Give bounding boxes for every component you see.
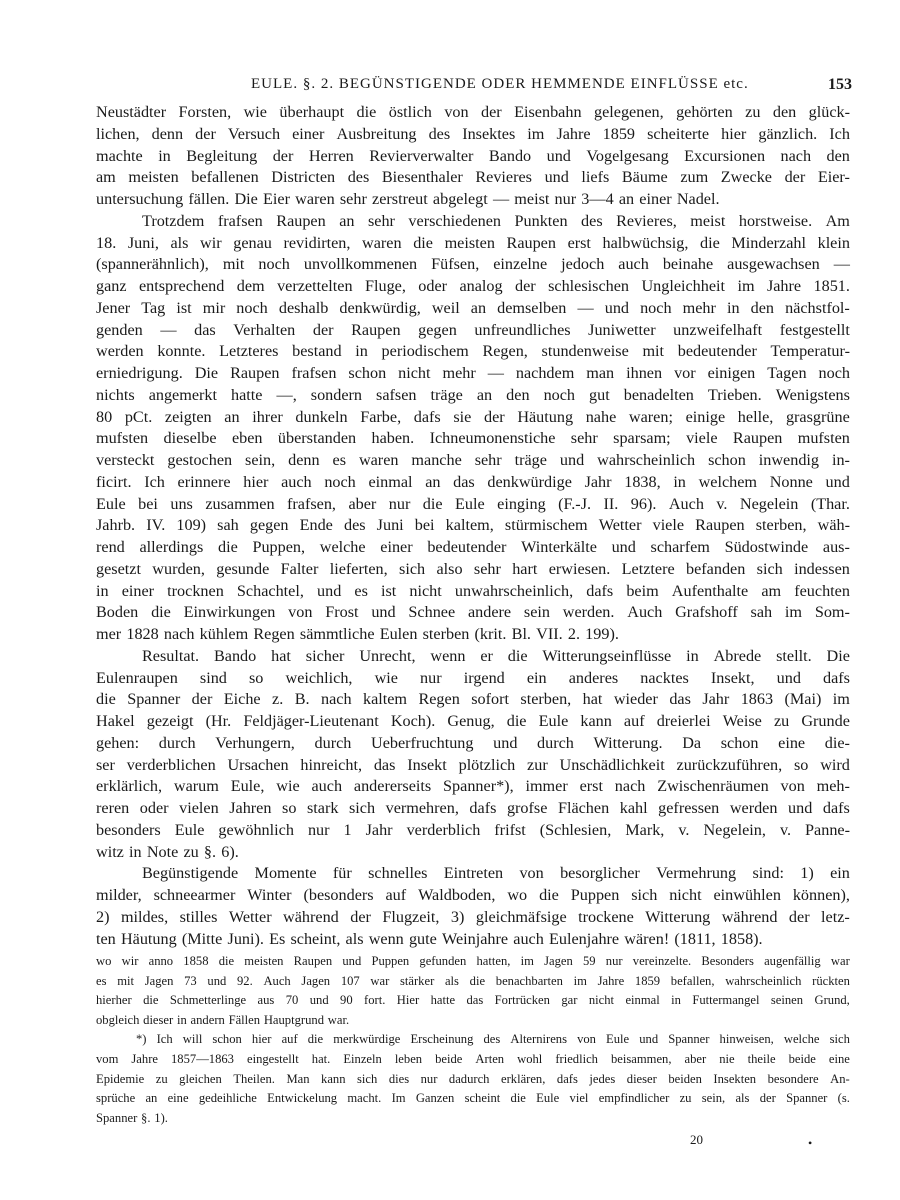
signature-mark: 20 [690,1132,703,1147]
text-line: Jahrb. IV. 109) sah gegen Ende des Juni bei kaltem, stürmischem Wetter viele Raupen sterben, wäh- [96,516,850,535]
page-number: 153 [828,76,852,93]
text-line: Boden die Einwirkungen von Frost und Schnee andere sein werden. Auch Grafshoff sah im Som- [96,603,850,622]
text-line: versteckt gestochen sein, denn es waren manche sehr träge und wahrscheinlich schon inwendig in- [96,451,850,469]
footnote-separator [96,930,850,931]
text-line: Neustädter Forsten, wie überhaupt die östlich von der Eisenbahn gelegenen, gehörten zu den glück- [96,103,850,121]
text-line: mer 1828 nach kühlem Regen sämmtliche Eulen sterben (krit. Bl. VII. 2. 199). [96,625,619,643]
text-line: rend allerdings die Puppen, welche einer bedeutender Winterkälte und scharfem Südostwinde aus- [96,538,850,556]
footnotes [96,952,850,1128]
text-line: erniedrigung. Die Raupen frafsen schon nicht mehr — nachdem man ihnen vor einigen Tagen noch [96,364,850,382]
text-line: genden — das Verhalten der Raupen gegen unfreundliches Juniwetter unzweifelhaft festgestellt [96,320,850,339]
text-line: ganz entsprechend dem verzettelten Fluge, oder analog der schlesischen Ungleichheit im Jahre 1851. [96,277,850,295]
footnote-line: hierher die Schmetterlinge aus 70 und 90 fort. Hier hatte das Fortrücken gar nicht einmal in Futtermangel seinen Grund, [96,993,850,1008]
text-line: ten Häutung (Mitte Juni). Es scheint, als wenn gute Weinjahre auch Eulenjahre wären! (1811, 1858). [96,929,763,948]
text-line: Begünstigende Momente für schnelles Eintreten von besorglicher Vermehrung sind: 1) ein [142,864,850,883]
text-line: untersuchung fällen. Die Eier waren sehr zerstreut abgelegt — meist nur 3—4 an einer Nadel. [96,190,720,208]
text-line: witz in Note zu §. 6). [96,842,239,861]
text-line: machte in Begleitung der Herren Revierverwalter Bando und Vogelgesang Excursionen nach den [96,146,850,165]
text-line: erklärlich, warum Eule, wie auch andererseits Spanner*), immer erst nach Zwischenräumen von meh- [96,777,850,796]
text-line: Resultat. Bando hat sicher Unrecht, wenn er die Witterungseinflüsse in Abrede stellt. Die [142,646,850,665]
footnote-line: es mit Jagen 73 und 92. Auch Jagen 107 war stärker als die benachbarten im Jahre 1859 befallen, wahrscheinlich rückten [96,973,850,988]
text-line: lichen, denn der Versuch einer Ausbreitung des Insektes im Jahre 1859 scheiterte hier gänzlich. Ich [96,124,850,143]
text-line: besonders Eule gewöhnlich nur 1 Jahr verderblich frifst (Schlesien, Mark, v. Negelein, v. Panne- [96,820,850,839]
text-line: Jener Tag ist mir noch deshalb denkwürdig, weil an demselben — und noch mehr in den nächstfol- [96,298,850,317]
text-line: gehen: durch Verhungern, durch Ueberfruchtung und durch Witterung. Da schon eine die- [96,733,850,752]
text-line: am meisten befallenen Districten des Biesenthaler Revieres und liefs Bäume zum Zwecke der Eier- [96,168,850,187]
text-line: nichts angemerkt hatte —, sondern safsen träge an den noch gut benadelten Trieben. Wenigstens [96,385,850,404]
text-line: Eulenraupen sind so weichlich, wie nur irgend ein anderes nacktes Insekt, und dafs [96,668,850,687]
text-line: werden konnte. Letzteres bestand in periodischem Regen, stundenweise mit bedeutender Temperatur- [96,342,850,361]
text-line: die Spanner der Eiche z. B. nach kaltem Regen sofort sterben, hat wieder das Jahr 1863 (Mai) im [96,690,850,709]
printer-mark: • [808,1136,813,1150]
main-text [96,102,850,950]
text-line: milder, schneearmer Winter (besonders auf Waldboden, wo die Puppen sich nicht einwühlen können), [96,886,850,904]
text-line: gesetzt wurden, gesunde Falter lieferten, sich also sehr hart erwiesen. Letztere befanden sich indessen [96,559,850,578]
text-line: 80 pCt. zeigten an ihrer dunkeln Farbe, dafs sie der Häutung nahe waren; einige helle, grasgrüne [96,407,850,426]
footnote-line: wo wir anno 1858 die meisten Raupen und Puppen gefunden hatten, im Jagen 59 nur vereinzelte. Besonders augenfällig war [96,954,850,968]
footnote-line: sprüche an eine gedeihliche Entwickelung macht. Im Ganzen scheint die Eule viel empfindlicher zu sein, als der Spanner (s. [96,1091,850,1106]
text-line: 2) mildes, stilles Wetter während der Flugzeit, 3) gleichmäfsige trockene Witterung während der letz- [96,907,850,926]
footnote-line: obgleich dieser in andern Fällen Hauptgrund war. [96,1012,350,1027]
text-line: Trotzdem frafsen Raupen an sehr verschiedenen Punkten des Revieres, meist horstweise. Am [142,211,850,230]
text-line: (spannerähnlich), mit noch unvollkommenen Füfsen, einzelne jedoch auch beinahe ausgewachsen — [96,255,850,274]
text-line: reren oder vielen Jahren so stark sich vermehren, dafs grofse Flächen kahl gefressen werden und dafs [96,799,850,817]
text-line: in einer trocknen Schachtel, und es ist nicht unwahrscheinlich, dafs beim Aufenthalte am feuchten [96,581,850,600]
text-line: 18. Juni, als wir genau revidirten, waren die meisten Raupen erst halbwüchsig, die Minderzahl klein [96,233,850,252]
text-line: Eule bei uns zusammen frafsen, aber nur die Eule einging (F.-J. II. 96). Auch v. Negelein (Thar. [96,494,850,513]
footnote-line: Spanner §. 1). [96,1110,168,1125]
text-line: Hakel gezeigt (Hr. Feldjäger-Lieutenant Koch). Genug, die Eule kann auf dreierlei Weise zu Grunde [96,712,850,730]
page-header [96,76,852,98]
text-line: ficirt. Ich erinnere hier auch noch einmal an das denkwürdige Jahr 1838, in welchem Nonne und [96,472,850,491]
footnote-line: Epidemie zu gleichen Theilen. Man kann sich dies nur dadurch erklären, dafs jedes dieser beiden Insekten besondere An- [96,1071,850,1086]
footnote-line: *) Ich will schon hier auf die merkwürdige Erscheinung des Alternirens von Eule und Spanner hinweisen, welche sich [136,1032,850,1047]
text-line: ser verderblichen Ursachen hinreicht, das Insekt plötzlich zur Unschädlichkeit zurückzuführen, so wird [96,755,850,774]
footnote-line: vom Jahre 1857—1863 eingestellt hat. Einzeln leben beide Arten wohl friedlich beisammen, aber nie theile beide eine [96,1051,850,1066]
text-line: mufsten dieselbe eben überstanden haben. Ichneumonenstiche sehr sparsam; viele Raupen mufsten [96,429,850,448]
running-title: EULE. §. 2. BEGÜNSTIGENDE ODER HEMMENDE EINFLÜSSE etc. [251,76,749,92]
